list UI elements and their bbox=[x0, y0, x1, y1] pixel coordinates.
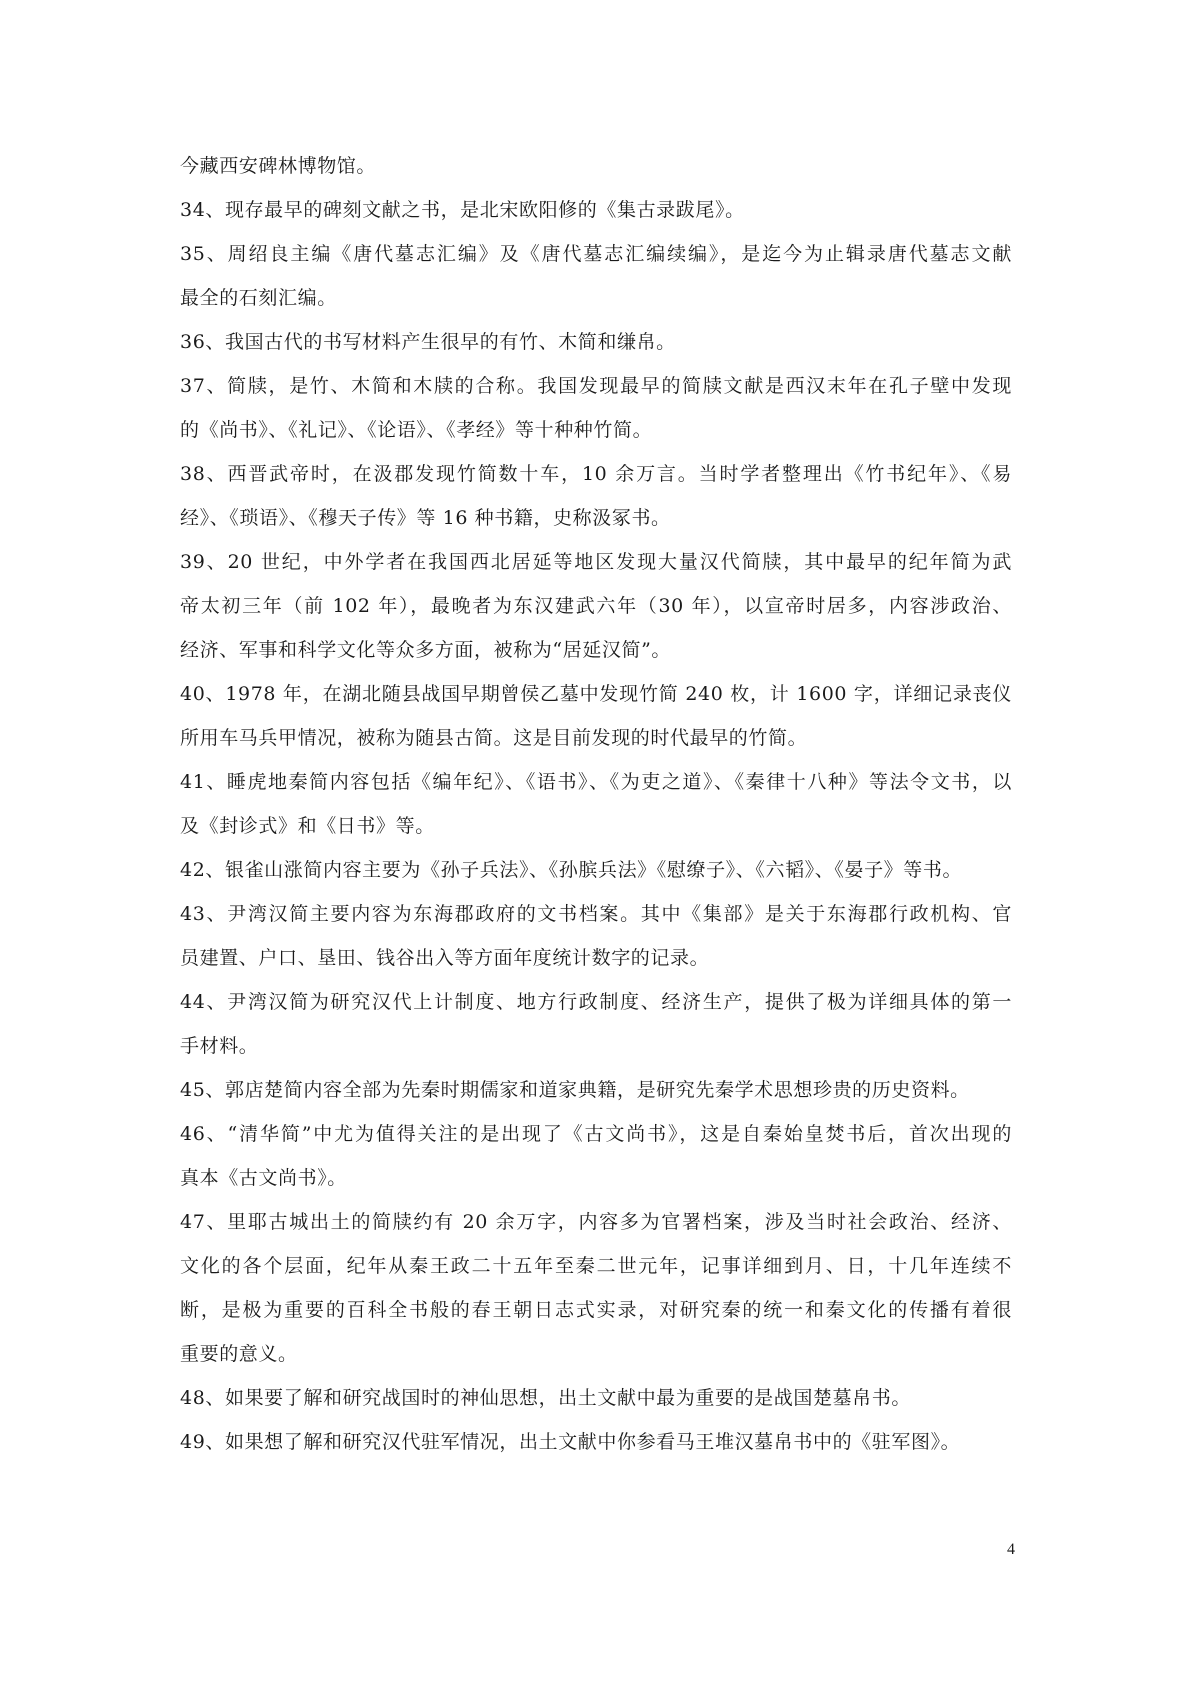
text-line: 所用车马兵甲情况，被称为随县古简。这是目前发现的时代最早的竹简。 bbox=[180, 727, 808, 749]
text-line: 41、睡虎地秦简内容包括《编年纪》、《语书》、《为吏之道》、《秦律十八种》等法令文书，以 bbox=[180, 771, 1012, 793]
paragraph bbox=[180, 1068, 1012, 1112]
body-text bbox=[180, 144, 1012, 1464]
paragraph bbox=[180, 760, 1012, 848]
text-line: 最全的石刻汇编。 bbox=[180, 287, 337, 309]
text-line: 34、现存最早的碑刻文献之书，是北宋欧阳修的《集古录跋尾》。 bbox=[180, 199, 745, 221]
page-number: 4 bbox=[1007, 1541, 1015, 1558]
text-line: 44、尹湾汉简为研究汉代上计制度、地方行政制度、经济生产，提供了极为详细具体的第一 bbox=[180, 991, 1012, 1013]
text-line: 37、简牍，是竹、木简和木牍的合称。我国发现最早的简牍文献是西汉末年在孔子壁中发现 bbox=[180, 375, 1012, 397]
paragraph bbox=[180, 144, 1012, 188]
text-line: 的《尚书》、《礼记》、《论语》、《孝经》等十种种竹简。 bbox=[180, 419, 653, 441]
text-line: 经》、《琐语》、《穆天子传》等 16 种书籍，史称汲冢书。 bbox=[180, 507, 671, 529]
text-line: 帝太初三年（前 102 年），最晚者为东汉建武六年（30 年），以宣帝时居多，内容涉政治、 bbox=[180, 595, 1012, 617]
paragraph bbox=[180, 892, 1012, 980]
text-line: 36、我国古代的书写材料产生很早的有竹、木简和缣帛。 bbox=[180, 331, 676, 353]
text-line: 员建置、户口、垦田、钱谷出入等方面年度统计数字的记录。 bbox=[180, 947, 710, 969]
paragraph bbox=[180, 1112, 1012, 1200]
text-line: 49、如果想了解和研究汉代驻军情况，出土文献中你参看马王堆汉墓帛书中的《驻军图》。 bbox=[180, 1431, 961, 1453]
paragraph bbox=[180, 188, 1012, 232]
paragraph bbox=[180, 672, 1012, 760]
text-line: 38、西晋武帝时，在汲郡发现竹简数十车，10 余万言。当时学者整理出《竹书纪年》、《易 bbox=[180, 463, 1012, 485]
paragraph bbox=[180, 1200, 1012, 1376]
text-line: 及《封诊式》和《日书》等。 bbox=[180, 815, 435, 837]
text-line: 断，是极为重要的百科全书般的春王朝日志式实录，对研究秦的统一和秦文化的传播有着很 bbox=[180, 1299, 1012, 1321]
paragraph bbox=[180, 320, 1012, 364]
paragraph bbox=[180, 980, 1012, 1068]
paragraph bbox=[180, 540, 1012, 672]
text-line: 今藏西安碑林博物馆。 bbox=[180, 155, 377, 177]
text-line: 文化的各个层面，纪年从秦王政二十五年至秦二世元年，记事详细到月、日，十几年连续不 bbox=[180, 1255, 1012, 1277]
text-line: 48、如果要了解和研究战国时的神仙思想，出土文献中最为重要的是战国楚墓帛书。 bbox=[180, 1387, 911, 1409]
text-line: 43、尹湾汉简主要内容为东海郡政府的文书档案。其中《集部》是关于东海郡行政机构、官 bbox=[180, 903, 1012, 925]
text-line: 39、20 世纪，中外学者在我国西北居延等地区发现大量汉代简牍，其中最早的纪年简为武 bbox=[180, 551, 1012, 573]
paragraph bbox=[180, 1420, 1012, 1464]
paragraph bbox=[180, 1376, 1012, 1420]
text-line: 35、周绍良主编《唐代墓志汇编》及《唐代墓志汇编续编》，是迄今为止辑录唐代墓志文献 bbox=[180, 243, 1012, 265]
text-line: 42、银雀山涨简内容主要为《孙子兵法》、《孙膑兵法》《慰缭子》、《六韬》、《晏子》等书。 bbox=[180, 859, 963, 881]
paragraph bbox=[180, 232, 1012, 320]
text-line: 手材料。 bbox=[180, 1035, 259, 1057]
paragraph bbox=[180, 848, 1012, 892]
text-line: 真本《古文尚书》。 bbox=[180, 1167, 347, 1189]
text-line: 46、“清华简”中尤为值得关注的是出现了《古文尚书》，这是自秦始皇焚书后，首次出现的 bbox=[180, 1123, 1012, 1145]
text-line: 经济、军事和科学文化等众多方面，被称为“居延汉简”。 bbox=[180, 639, 672, 661]
text-line: 40、1978 年，在湖北随县战国早期曾侯乙墓中发现竹简 240 枚，计 1600 字，详细记录丧仪 bbox=[180, 683, 1012, 705]
text-line: 47、里耶古城出土的简牍约有 20 余万字，内容多为官署档案，涉及当时社会政治、经济、 bbox=[180, 1211, 1012, 1233]
text-line: 重要的意义。 bbox=[180, 1343, 298, 1365]
paragraph bbox=[180, 364, 1012, 452]
text-line: 45、郭店楚简内容全部为先秦时期儒家和道家典籍，是研究先秦学术思想珍贵的历史资料。 bbox=[180, 1079, 970, 1101]
paragraph bbox=[180, 452, 1012, 540]
